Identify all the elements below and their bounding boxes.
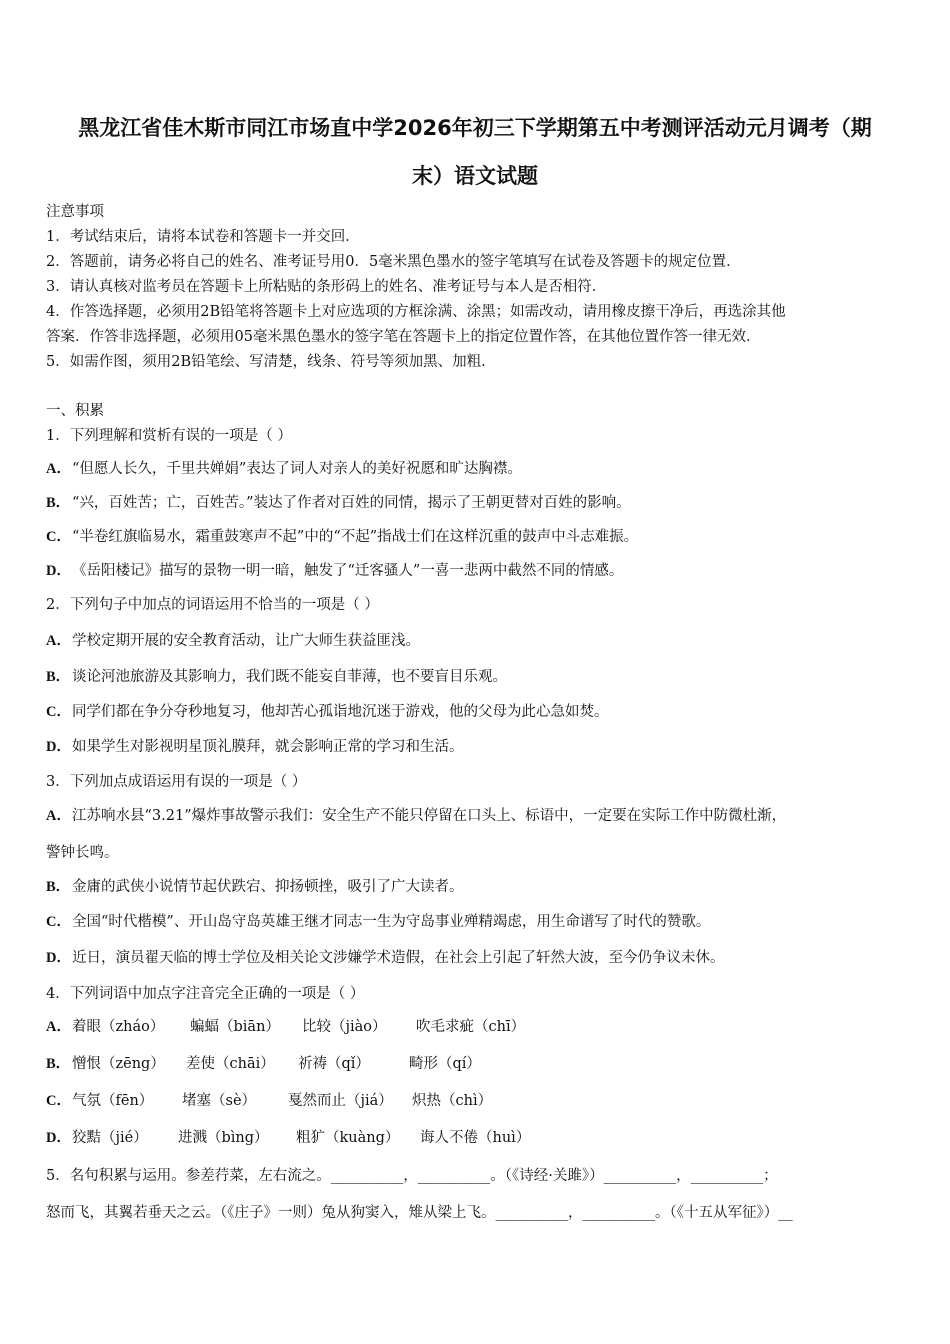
notice-item: 答案．作答非选择题，必须用05毫米黑色墨水的签字笔在答题卡上的指定位置作答，在其他位置作答一律无效． [46,329,761,345]
pinyin-item: 比较（jiào） [302,1019,387,1035]
option-label: A． [46,808,71,824]
pinyin-item: 畸形（qí） [409,1056,481,1072]
option-text: “兴，百姓苦；亡，百姓苦。”装达了作者对百姓的同情，揭示了王朝更替对百姓的影响。 [72,495,631,511]
option-text: 如果学生对影视明星顶礼膜拜，就会影响正常的学习和生活。 [72,739,464,755]
question-4-option-b [46,1054,481,1074]
option-label: C． [46,704,71,720]
option-label: D． [46,1130,71,1146]
option-text: 金庸的武侠小说情节起伏跌宕、抑扬顿挫，吸引了广大读者。 [72,879,464,895]
question-3-option-b [46,877,464,897]
option-text: “半卷红旗临易水，霜重鼓寒声不起”中的“不起”指战士们在这样沉重的鼓声中斗志难振。 [72,529,639,545]
question-2-option-a [46,631,420,651]
exam-title-line-1: 黑龙江省佳木斯市同江市场直中学2026年初三下学期第五中考测评活动元月调考（期 [78,116,872,140]
section-heading: 一、积累 [46,403,104,419]
question-4-option-d [46,1128,530,1148]
question-5-line-2: 怒而飞，其翼若垂天之云。（《庄子》一则）兔从狗窦入，雉从梁上飞。__________，__________。（《十五从军征》）__ [46,1205,793,1221]
option-label: B． [46,879,71,895]
pinyin-item: 气氛（fēn） [72,1093,154,1109]
pinyin-item: 进溅（bìng） [178,1130,269,1146]
option-text: 谈论河池旅游及其影响力，我们既不能妄自菲薄，也不要盲目乐观。 [72,669,507,685]
option-text: 全国“时代楷模”、开山岛守岛英雄王继才同志一生为守岛事业殚精竭虑，用生命谱写了时代的赞歌。 [72,914,711,930]
option-text: 近日，演员翟天临的博士学位及相关论文涉嫌学术造假，在社会上引起了轩然大波，至今仍争议未休。 [72,950,725,966]
question-3-option-a-continued: 警钟长鸣。 [46,845,119,861]
notice-item: 3．请认真核对监考员在答题卡上所粘贴的条形码上的姓名、准考证号与本人是否相符． [46,279,607,295]
option-text: 学校定期开展的安全教育活动，让广大师生获益匪浅。 [72,633,420,649]
pinyin-item: 戛然而止（jiá） [288,1093,393,1109]
pinyin-item: 粗犷（kuàng） [296,1130,400,1146]
option-text: 同学们都在争分夺秒地复习，他却苦心孤诣地沉迷于游戏，他的父母为此心急如焚。 [72,704,609,720]
question-2-option-c [46,702,609,722]
question-1-option-c [46,527,638,547]
pinyin-item: 炽热（chì） [412,1093,493,1109]
question-2-option-b [46,667,507,687]
option-label: C． [46,1093,71,1109]
option-label: D． [46,950,71,966]
option-label: B． [46,1056,71,1072]
question-2-stem: 2．下列句子中加点的词语运用不恰当的一项是（ ） [46,597,379,613]
notice-item: 1．考试结束后，请将本试卷和答题卡一并交回． [46,229,360,245]
pinyin-item: 祈祷（qǐ） [298,1056,370,1072]
question-4-stem: 4．下列词语中加点字注音完全正确的一项是（ ） [46,986,365,1002]
question-3-option-c [46,912,710,932]
question-4-option-a [46,1017,525,1037]
question-2-option-d [46,737,464,757]
pinyin-item: 着眼（zháo） [72,1019,165,1035]
option-label: B． [46,669,71,685]
pinyin-item: 堵塞（sè） [182,1093,257,1109]
pinyin-item: 吹毛求疵（chī） [416,1019,526,1035]
option-text: “但愿人长久，千里共婵娟”表达了词人对亲人的美好祝愿和旷达胸襟。 [72,461,522,477]
notice-heading: 注意事项 [46,204,104,220]
pinyin-item: 诲人不倦（huì） [420,1130,531,1146]
question-4-option-c [46,1091,492,1111]
option-text: 《岳阳楼记》描写的景物一明一暗，触发了“迁客骚人”一喜一悲两中截然不同的情感。 [72,563,624,579]
question-1-option-a [46,459,522,479]
question-1-stem: 1．下列理解和赏析有误的一项是（ ） [46,428,292,444]
question-3-stem: 3．下列加点成语运用有误的一项是（ ） [46,774,307,790]
pinyin-item: 憎恨（zēng） [72,1056,165,1072]
pinyin-item: 蝙蝠（biān） [190,1019,280,1035]
question-3-option-d [46,948,725,968]
option-label: C． [46,529,71,545]
notice-item: 4．作答选择题，必须用2B铅笔将答题卡上对应选项的方框涂满、涂黑；如需改动，请用橡皮擦干净后，再选涂其他 [46,304,786,320]
option-label: A． [46,461,71,477]
notice-item: 5．如需作图，须用2B铅笔绘、写清楚，线条、符号等须加黑、加粗． [46,354,496,370]
notice-item: 2．答题前，请务必将自己的姓名、准考证号用0．5毫米黑色墨水的签字笔填写在试卷及答题卡的规定位置． [46,254,741,270]
question-3-option-a [46,806,786,826]
option-label: A． [46,1019,71,1035]
pinyin-item: 狡黠（jié） [72,1130,148,1146]
question-5-line-1: 5．名句积累与运用。参差荇菜，左右流之。__________，__________。（《诗经·关雎》）__________，__________； [46,1168,778,1184]
option-label: C． [46,914,71,930]
question-1-option-b [46,493,631,513]
option-label: D． [46,563,71,579]
question-1-option-d [46,561,623,581]
pinyin-item: 差使（chāi） [186,1056,275,1072]
option-label: B． [46,495,71,511]
exam-title-line-2: 末）语文试题 [412,164,538,188]
option-label: D． [46,739,71,755]
option-label: A． [46,633,71,649]
option-text: 江苏响水县“3.21”爆炸事故警示我们：安全生产不能只停留在口头上、标语中，一定要在实际工作中防微杜渐， [72,808,787,824]
